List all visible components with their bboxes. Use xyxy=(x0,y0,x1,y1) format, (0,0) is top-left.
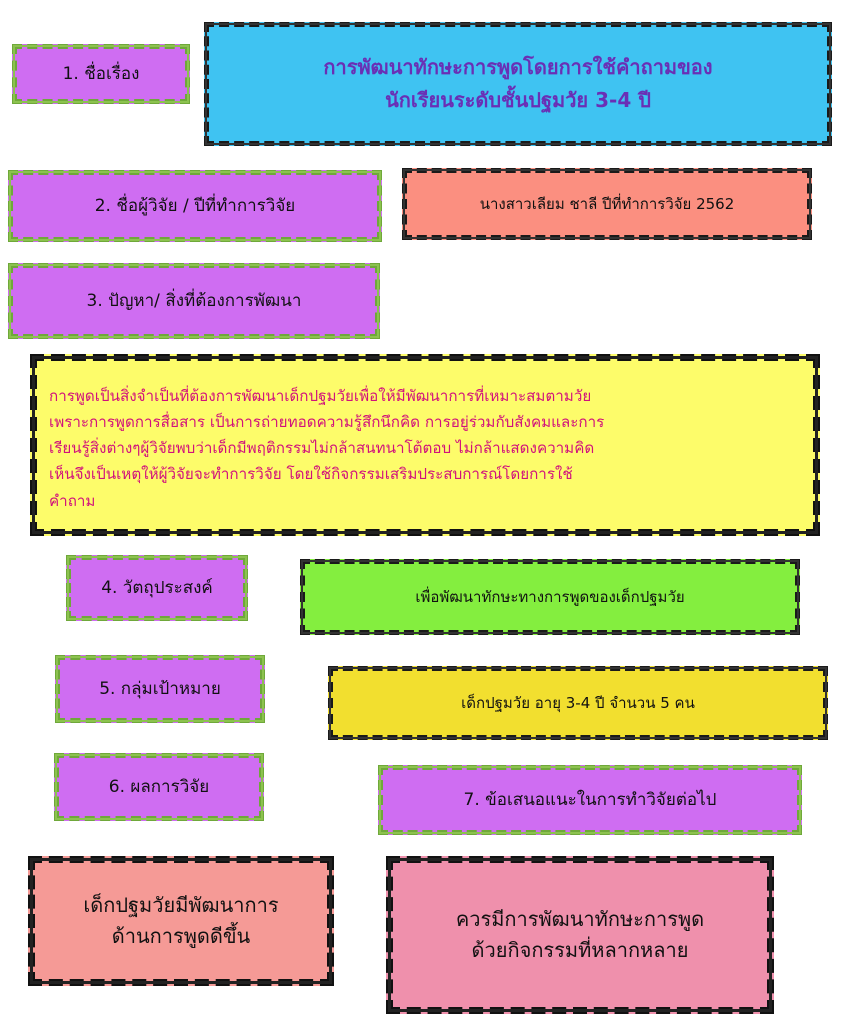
title-line-1: การพัฒนาทักษะการพูดโดยการใช้คำถามของ xyxy=(323,55,713,79)
target-content-box xyxy=(328,666,828,740)
title-label: 1. ชื่อเรื่อง xyxy=(62,63,140,84)
problem-line-2: เพราะการพูดการสื่อสาร เป็นการถ่ายทอดความรู้สึกนึกคิด การอยู่ร่วมกับสังคมและการ xyxy=(49,413,605,432)
results-label: 6. ผลการวิจัย xyxy=(108,776,210,797)
results-content-box xyxy=(28,856,334,986)
target-content: เด็กปฐมวัย อายุ 3-4 ปี จำนวน 5 คน xyxy=(461,693,695,712)
researcher-content: นางสาวเลียม ชาลี ปีที่ทำการวิจัย 2562 xyxy=(479,194,735,213)
problem-line-1: การพูดเป็นสิ่งจำเป็นที่ต้องการพัฒนาเด็กปฐมวัยเพื่อให้มีพัฒนาการที่เหมาะสมตามวัย xyxy=(49,387,592,405)
suggestion-label: 7. ข้อเสนอแนะในการทำวิจัยต่อไป xyxy=(463,789,717,810)
problem-label: 3. ปัญหา/ สิ่งที่ต้องการพัฒนา xyxy=(86,290,302,311)
results-line-2: ด้านการพูดดีขึ้น xyxy=(111,924,251,948)
suggestion-label-box xyxy=(378,765,802,835)
problem-line-5: คำถาม xyxy=(49,491,96,510)
problem-label-box xyxy=(8,263,380,339)
title-label-box xyxy=(12,44,190,104)
researcher-label-box xyxy=(8,170,382,242)
objective-content: เพื่อพัฒนาทักษะทางการพูดของเด็กปฐมวัย xyxy=(415,587,685,606)
problem-line-4: เห็นจึงเป็นเหตุให้ผู้วิจัยจะทำการวิจัย โดยใช้กิจกรรมเสริมประสบการณ์โดยการใช้ xyxy=(49,465,573,484)
objective-label-box xyxy=(66,555,248,621)
problem-content-box xyxy=(30,354,820,536)
target-label-box xyxy=(55,655,265,723)
researcher-label: 2. ชื่อผู้วิจัย / ปีที่ทำการวิจัย xyxy=(94,195,296,216)
title-content-box xyxy=(204,22,832,146)
researcher-content-box xyxy=(402,168,812,240)
objective-label: 4. วัตถุประสงค์ xyxy=(101,577,213,598)
results-line-1: เด็กปฐมวัยมีพัฒนาการ xyxy=(83,893,279,917)
suggestion-line-2: ด้วยกิจกรรมที่หลากหลาย xyxy=(471,938,689,962)
objective-content-box xyxy=(300,559,800,635)
target-label: 5. กลุ่มเป้าหมาย xyxy=(99,678,221,699)
problem-line-3: เรียนรู้สิ่งต่างๆผู้วิจัยพบว่าเด็กมีพฤติกรรมไม่กล้าสนทนาโต้ตอบ ไม่กล้าแสดงความคิด xyxy=(49,439,595,458)
suggestion-content-box xyxy=(386,856,774,1014)
title-line-2: นักเรียนระดับชั้นปฐมวัย 3-4 ปี xyxy=(385,88,651,112)
results-label-box xyxy=(54,753,264,821)
suggestion-line-1: ควรมีการพัฒนาทักษะการพูด xyxy=(455,907,705,931)
